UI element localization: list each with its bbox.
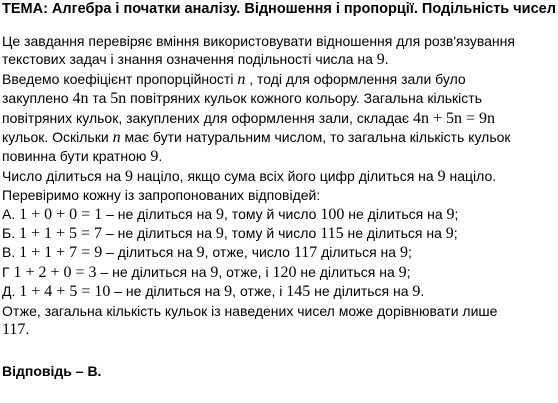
solution-line-3: повітряних кульок, закуплених для оформлення зали, складає 4n + 5n = 9n xyxy=(2,109,496,127)
solution-line-5: повинна бути кратною 9. xyxy=(2,148,163,166)
divisibility-rule: Число ділиться на 9 націло, якщо сума всіх його цифр ділиться на 9 націло. xyxy=(2,167,497,185)
conclusion-line-2: 117. xyxy=(2,321,30,339)
option-v: В. 1 + 1 + 7 = 9 – ділиться на 9, отже, число 117 ділиться на 9; xyxy=(2,244,412,262)
solution-line-1: Введемо коефіцієнт пропорційності n , тоді для оформлення зали було xyxy=(2,70,466,88)
option-g: Г 1 + 2 + 0 = 3 – не ділиться на 9, отже, і 120 не ділиться на 9; xyxy=(2,263,411,281)
answer: Відповідь – В. xyxy=(2,362,102,379)
solution-line-2: закуплено 4n та 5n повітряних кульок кожного кольору. Загальна кількість xyxy=(2,90,482,108)
intro-line-1: Це завдання перевіряє вміння використовувати відношення для розв'язування xyxy=(2,33,515,49)
solution-line-4: кульок. Оскільки n має бути натуральним числом, то загальна кількість кульок xyxy=(2,129,511,147)
conclusion-line-1: Отже, загальна кількість кульок із наведених чисел може дорівнювати лише xyxy=(2,302,498,319)
option-a: А. 1 + 0 + 0 = 1 – не ділиться на 9, тому й число 100 не ділиться на 9; xyxy=(2,205,459,223)
option-b: Б. 1 + 1 + 5 = 7 – не ділиться на 9, тому й число 115 не ділиться на 9; xyxy=(2,225,458,243)
document-page xyxy=(2,0,556,380)
page-title: ТЕМА: Алгебра і початки аналізу. Відношення і пропорції. Подільність чисел xyxy=(2,1,556,17)
intro-line-2: текстових задач і знання означення подільності числа на 9. xyxy=(2,51,389,69)
check-intro: Перевіримо кожну із запропонованих відповідей: xyxy=(2,187,321,204)
option-d: Д. 1 + 4 + 5 = 10 – не ділиться на 9, отже, і 145 не ділиться на 9. xyxy=(2,283,425,301)
